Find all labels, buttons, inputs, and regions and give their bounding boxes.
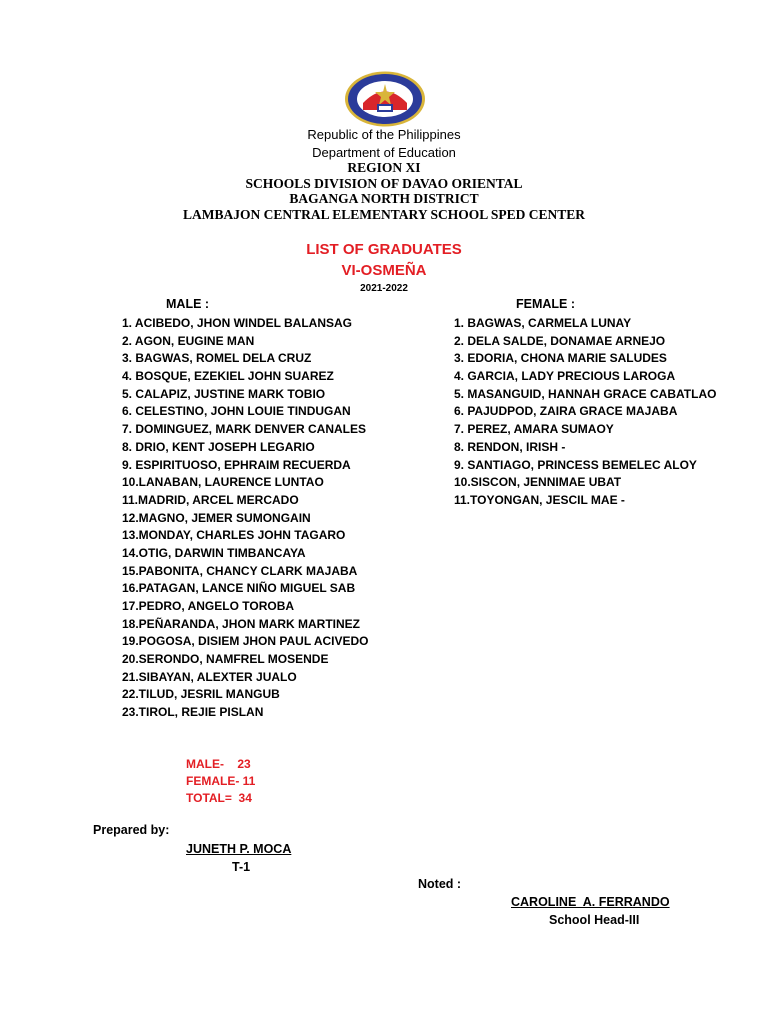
list-item: 10.LANABAN, LAURENCE LUNTAO bbox=[122, 475, 324, 490]
list-item: 11.MADRID, ARCEL MERCADO bbox=[122, 492, 299, 507]
male-list bbox=[122, 315, 369, 722]
noted-label: Noted : bbox=[418, 877, 462, 891]
male-total: MALE- 23 bbox=[186, 757, 251, 771]
header-republic: Republic of the Philippines bbox=[307, 127, 461, 142]
list-item: 17.PEDRO, ANGELO TOROBA bbox=[122, 599, 295, 613]
list-item: 5. CALAPIZ, JUSTINE MARK TOBIO bbox=[122, 386, 326, 401]
header-division: SCHOOLS DIVISION OF DAVAO ORIENTAL bbox=[245, 176, 523, 191]
list-item: 18.PEÑARANDA, JHON MARK MARTINEZ bbox=[122, 616, 361, 631]
list-item: 1. BAGWAS, CARMELA LUNAY bbox=[454, 316, 632, 330]
list-item: 20.SERONDO, NAMFREL MOSENDE bbox=[122, 652, 329, 667]
header-district: BAGANGA NORTH DISTRICT bbox=[289, 191, 479, 206]
list-item: 6. CELESTINO, JOHN LOUIE TINDUGAN bbox=[122, 404, 351, 419]
prepared-by-name: JUNETH P. MOCA bbox=[186, 842, 292, 856]
list-item: 7. DOMINGUEZ, MARK DENVER CANALES bbox=[122, 422, 367, 437]
list-item: 21.SIBAYAN, ALEXTER JUALO bbox=[122, 669, 297, 684]
section-title: VI-OSMEÑA bbox=[341, 262, 427, 279]
list-item: 15.PABONITA, CHANCY CLARK MAJABA bbox=[122, 563, 358, 578]
list-item: 3. BAGWAS, ROMEL DELA CRUZ bbox=[122, 351, 312, 366]
list-item: 9. SANTIAGO, PRINCESS BEMELEC ALOY bbox=[454, 457, 697, 472]
list-item: 2. DELA SALDE, DONAMAE ARNEJO bbox=[454, 333, 666, 348]
prepared-by-label: Prepared by: bbox=[93, 823, 170, 837]
list-item: 8. DRIO, KENT JOSEPH LEGARIO bbox=[122, 439, 315, 454]
list-item: 4. BOSQUE, EZEKIEL JOHN SUAREZ bbox=[122, 369, 334, 384]
list-item: 2. AGON, EUGINE MAN bbox=[122, 333, 255, 348]
female-total: FEMALE- 11 bbox=[186, 774, 256, 788]
list-item: 13.MONDAY, CHARLES JOHN TAGARO bbox=[122, 528, 346, 543]
list-item: 6. PAJUDPOD, ZAIRA GRACE MAJABA bbox=[454, 404, 678, 419]
header-school: LAMBAJON CENTRAL ELEMENTARY SCHOOL SPED CENTER bbox=[183, 207, 585, 222]
noted-by-name: CAROLINE A. FERRANDO bbox=[511, 895, 670, 909]
list-item: 14.OTIG, DARWIN TIMBANCAYA bbox=[122, 545, 306, 560]
list-item: 3. EDORIA, CHONA MARIE SALUDES bbox=[454, 351, 667, 366]
list-item: 1. ACIBEDO, JHON WINDEL BALANSAG bbox=[122, 316, 353, 330]
list-item: 19.POGOSA, DISIEM JHON PAUL ACIVEDO bbox=[122, 634, 369, 649]
list-item: 22.TILUD, JESRIL MANGUB bbox=[122, 687, 280, 702]
prepared-by-position: T-1 bbox=[232, 860, 251, 874]
list-item: 5. MASANGUID, HANNAH GRACE CABATLAO bbox=[454, 386, 717, 401]
list-item: 11.TOYONGAN, JESCIL MAE - bbox=[454, 492, 625, 507]
list-item: 8. RENDON, IRISH - bbox=[454, 439, 566, 454]
list-item: 4. GARCIA, LADY PRECIOUS LAROGA bbox=[454, 369, 676, 384]
deped-seal-icon bbox=[343, 70, 427, 128]
list-item: 10.SISCON, JENNIMAE UBAT bbox=[454, 475, 622, 490]
female-heading: FEMALE : bbox=[516, 297, 576, 311]
list-item: 9. ESPIRITUOSO, EPHRAIM RECUERDA bbox=[122, 457, 351, 472]
female-list bbox=[454, 315, 716, 510]
male-heading: MALE : bbox=[166, 297, 210, 311]
list-title: LIST OF GRADUATES bbox=[306, 241, 462, 258]
grand-total: TOTAL= 34 bbox=[186, 791, 252, 805]
list-item: 7. PEREZ, AMARA SUMAOY bbox=[454, 422, 614, 437]
school-year: 2021-2022 bbox=[360, 283, 408, 294]
header-region: REGION XI bbox=[347, 160, 421, 175]
list-item: 12.MAGNO, JEMER SUMONGAIN bbox=[122, 510, 311, 525]
header-department: Department of Education bbox=[312, 145, 456, 160]
list-item: 23.TIROL, REJIE PISLAN bbox=[122, 705, 264, 720]
list-item: 16.PATAGAN, LANCE NIÑO MIGUEL SAB bbox=[122, 581, 356, 596]
noted-by-position: School Head-III bbox=[549, 913, 640, 927]
